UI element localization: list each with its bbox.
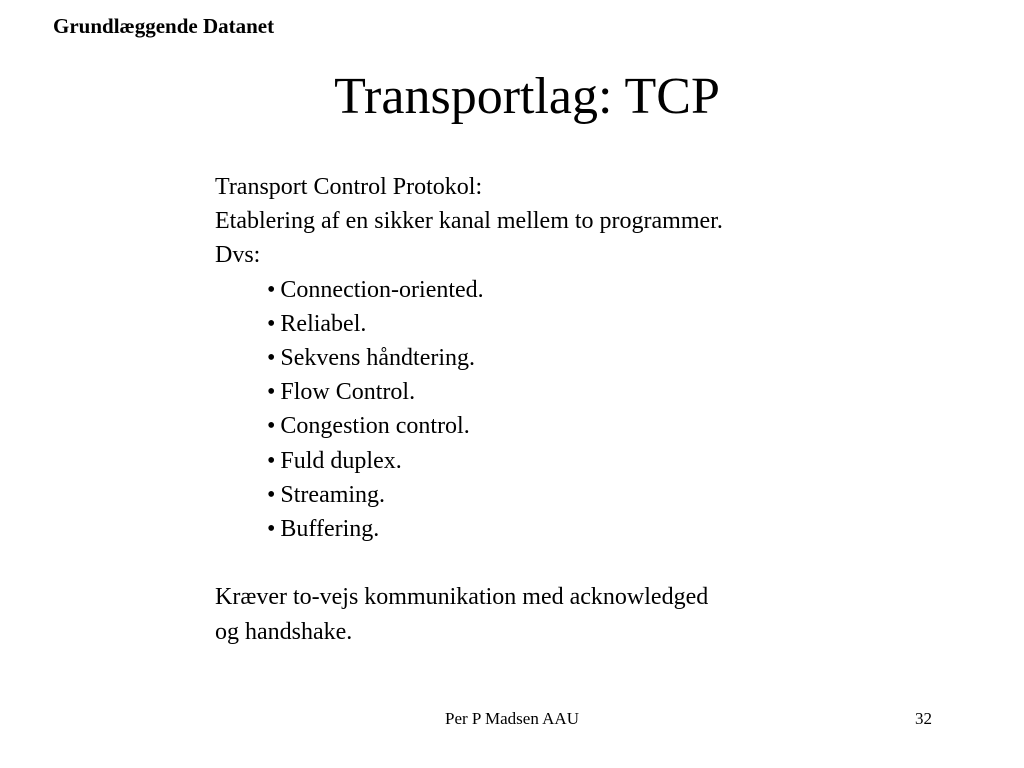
intro-line: Transport Control Protokol: [215,174,483,200]
feature-list [215,273,915,547]
list-item-text: Connection-oriented. [280,276,484,303]
slide-body [215,170,915,649]
closing-line: og handshake. [215,618,353,645]
bullet-icon: • [267,310,276,337]
intro-line: Dvs: [215,242,261,269]
slide-title: Transportlag: TCP [334,68,720,125]
list-item [267,307,915,341]
bullet-icon: • [267,276,276,303]
list-item [267,409,915,443]
list-item [267,512,915,546]
bullet-icon: • [267,379,276,406]
list-item-text: Sekvens håndtering. [280,345,476,372]
list-item-text: Buffering. [280,516,380,543]
bullet-icon: • [267,481,276,508]
list-item-text: Reliabel. [280,310,367,337]
paragraph-gap [215,546,915,580]
bullet-icon: • [267,345,276,372]
footer-author: Per P Madsen AAU [445,709,579,728]
list-item-text: Flow Control. [280,379,416,406]
list-item [267,375,915,409]
list-item [267,341,915,375]
list-item-text: Congestion control. [280,413,470,440]
bullet-icon: • [267,516,276,543]
bullet-icon: • [267,413,276,440]
intro-line: Etablering af en sikker kanal mellem to programmer. [215,208,723,235]
list-item [267,444,915,478]
list-item-text: Fuld duplex. [280,447,402,474]
list-item [267,478,915,512]
bullet-icon: • [267,447,276,474]
course-header: Grundlæggende Datanet [53,14,275,38]
list-item [267,273,915,307]
list-item-text: Streaming. [280,481,386,508]
page-number: 32 [915,709,932,728]
closing-line: Kræver to-vejs kommunikation med acknowledged [215,584,709,611]
